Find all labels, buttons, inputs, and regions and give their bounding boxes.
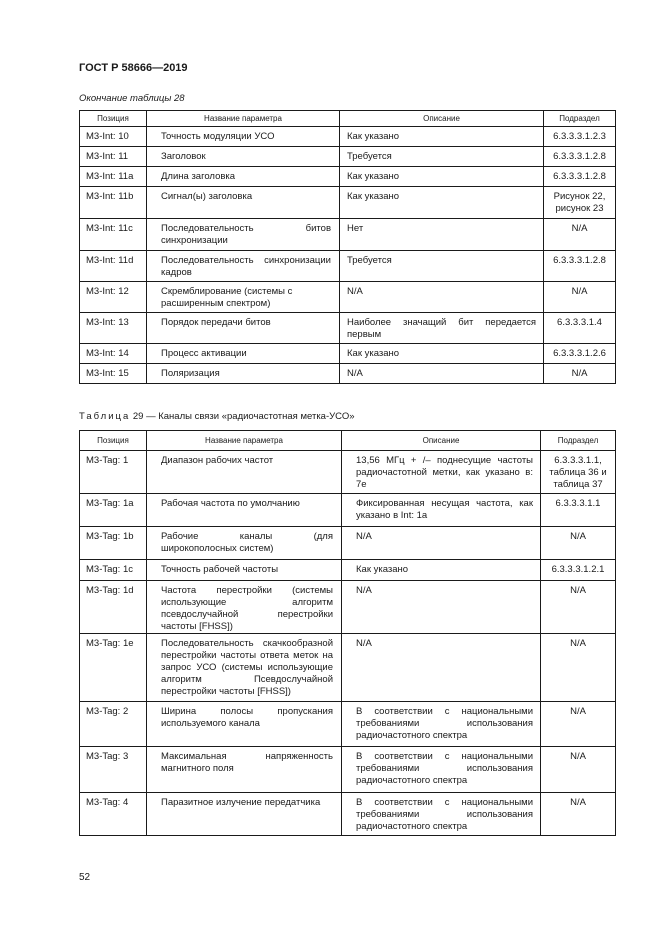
description-cell: N/A — [342, 527, 541, 560]
parameter-name-cell: Последовательность скачкообразной перестройки частоты ответа меток на запрос УСО (системы использующие алгоритм Псевдослучайной перестройки частоты [FHSS]) — [147, 634, 342, 702]
table-29 — [79, 430, 616, 836]
description-cell: Фиксированная несущая частота, как указано в Int: 1a — [342, 494, 541, 527]
column-header: Описание — [340, 111, 544, 127]
subsection-cell: 6.3.3.3.1.2.8 — [544, 147, 616, 167]
table-row — [80, 494, 616, 527]
column-header: Название параметра — [147, 111, 340, 127]
description-cell: Требуется — [340, 251, 544, 282]
table-row — [80, 702, 616, 747]
description-cell: N/A — [340, 364, 544, 384]
parameter-name-cell: Частота перестройки (системы использующие алгоритм псевдослучайной перестройки частоты [FHSS]) — [147, 581, 342, 634]
table28-caption: Окончание таблицы 28 — [79, 93, 185, 104]
column-header: Описание — [342, 431, 541, 451]
column-header: Подраздел — [544, 111, 616, 127]
table-row — [80, 187, 616, 219]
table-28 — [79, 110, 616, 384]
parameter-name-cell: Максимальная напряженность магнитного поля — [147, 747, 342, 793]
column-header: Подраздел — [541, 431, 616, 451]
description-cell: Как указано — [340, 167, 544, 187]
description-cell: Наиболее значащий бит передается первым — [340, 313, 544, 344]
position-cell: M3-Tag: 1e — [80, 634, 147, 702]
document-id: ГОСТ Р 58666—2019 — [79, 62, 188, 74]
description-cell: Требуется — [340, 147, 544, 167]
table-header-row — [80, 431, 616, 451]
subsection-cell: N/A — [544, 364, 616, 384]
subsection-cell: N/A — [541, 747, 616, 793]
parameter-name-cell: Последовательность синхронизации кадров — [147, 251, 340, 282]
parameter-name-cell: Паразитное излучение передатчика — [147, 793, 342, 836]
description-cell: В соответствии с национальными требованиями использования радиочастотного спектра — [342, 793, 541, 836]
description-cell: N/A — [340, 282, 544, 313]
description-cell: Как указано — [340, 187, 544, 219]
parameter-name-cell: Точность модуляции УСО — [147, 127, 340, 147]
parameter-name-cell: Точность рабочей частоты — [147, 560, 342, 581]
table-row — [80, 581, 616, 634]
subsection-cell: 6.3.3.3.1.2.3 — [544, 127, 616, 147]
table-row — [80, 747, 616, 793]
position-cell: M3-Int: 13 — [80, 313, 147, 344]
table-row — [80, 167, 616, 187]
parameter-name-cell: Диапазон рабочих частот — [147, 451, 342, 494]
subsection-cell: 6.3.3.3.1.1 — [541, 494, 616, 527]
position-cell: M3-Int: 11c — [80, 219, 147, 251]
parameter-name-cell: Сигнал(ы) заголовка — [147, 187, 340, 219]
parameter-name-cell: Заголовок — [147, 147, 340, 167]
subsection-cell: N/A — [541, 793, 616, 836]
table-row — [80, 793, 616, 836]
page-number: 52 — [79, 872, 91, 883]
description-cell: Как указано — [342, 560, 541, 581]
subsection-cell: 6.3.3.3.1.2.1 — [541, 560, 616, 581]
table29-caption-text: 29 — Каналы связи «радиочастотная метка-УСО» — [130, 411, 355, 422]
position-cell: M3-Int: 11d — [80, 251, 147, 282]
position-cell: M3-Int: 14 — [80, 344, 147, 364]
table-row — [80, 560, 616, 581]
table-row — [80, 313, 616, 344]
description-cell: N/A — [342, 634, 541, 702]
subsection-cell: 6.3.3.3.1.2.6 — [544, 344, 616, 364]
table-row — [80, 127, 616, 147]
description-cell: Нет — [340, 219, 544, 251]
table-row — [80, 634, 616, 702]
position-cell: M3-Tag: 1b — [80, 527, 147, 560]
table-row — [80, 344, 616, 364]
description-cell: 13,56 МГц + /– поднесущие частоты радиочастотной метки, как указано в: 7e — [342, 451, 541, 494]
parameter-name-cell: Рабочая частота по умолчанию — [147, 494, 342, 527]
subsection-cell: 6.3.3.3.1.2.8 — [544, 251, 616, 282]
position-cell: M3-Int: 15 — [80, 364, 147, 384]
table-row — [80, 147, 616, 167]
subsection-cell: 6.3.3.3.1.2.8 — [544, 167, 616, 187]
position-cell: M3-Int: 11b — [80, 187, 147, 219]
position-cell: M3-Tag: 4 — [80, 793, 147, 836]
subsection-cell: 6.3.3.3.1.4 — [544, 313, 616, 344]
subsection-cell: N/A — [541, 702, 616, 747]
parameter-name-cell: Рабочие каналы (для широкополосных систем) — [147, 527, 342, 560]
position-cell: M3-Tag: 1d — [80, 581, 147, 634]
subsection-cell: Рисунок 22, рисунок 23 — [544, 187, 616, 219]
description-cell: В соответствии с национальными требованиями использования радиочастотного спектра — [342, 747, 541, 793]
table-header-row — [80, 111, 616, 127]
position-cell: M3-Tag: 2 — [80, 702, 147, 747]
table29-caption — [79, 411, 355, 422]
parameter-name-cell: Последовательность битов синхронизации — [147, 219, 340, 251]
subsection-cell: N/A — [544, 282, 616, 313]
table-row — [80, 364, 616, 384]
position-cell: M3-Tag: 3 — [80, 747, 147, 793]
subsection-cell: 6.3.3.3.1.1, таблица 36 и таблица 37 — [541, 451, 616, 494]
subsection-cell: N/A — [541, 634, 616, 702]
position-cell: M3-Tag: 1c — [80, 560, 147, 581]
position-cell: M3-Int: 11a — [80, 167, 147, 187]
position-cell: M3-Int: 11 — [80, 147, 147, 167]
parameter-name-cell: Длина заголовка — [147, 167, 340, 187]
description-cell: N/A — [342, 581, 541, 634]
column-header: Название параметра — [147, 431, 342, 451]
parameter-name-cell: Порядок передачи битов — [147, 313, 340, 344]
parameter-name-cell: Ширина полосы пропускания используемого канала — [147, 702, 342, 747]
position-cell: M3-Tag: 1a — [80, 494, 147, 527]
subsection-cell: N/A — [541, 581, 616, 634]
description-cell: Как указано — [340, 127, 544, 147]
description-cell: В соответствии с национальными требованиями использования радиочастотного спектра — [342, 702, 541, 747]
parameter-name-cell: Поляризация — [147, 364, 340, 384]
subsection-cell: N/A — [541, 527, 616, 560]
table-row — [80, 251, 616, 282]
position-cell: M3-Tag: 1 — [80, 451, 147, 494]
position-cell: M3-Int: 10 — [80, 127, 147, 147]
table-row — [80, 527, 616, 560]
subsection-cell: N/A — [544, 219, 616, 251]
column-header: Позиция — [80, 111, 147, 127]
table-row — [80, 219, 616, 251]
table29-caption-prefix: Таблица — [79, 411, 131, 422]
parameter-name-cell: Скремблирование (системы с расширенным спектром) — [147, 282, 340, 313]
table-row — [80, 282, 616, 313]
column-header: Позиция — [80, 431, 147, 451]
description-cell: Как указано — [340, 344, 544, 364]
position-cell: M3-Int: 12 — [80, 282, 147, 313]
table-row — [80, 451, 616, 494]
parameter-name-cell: Процесс активации — [147, 344, 340, 364]
